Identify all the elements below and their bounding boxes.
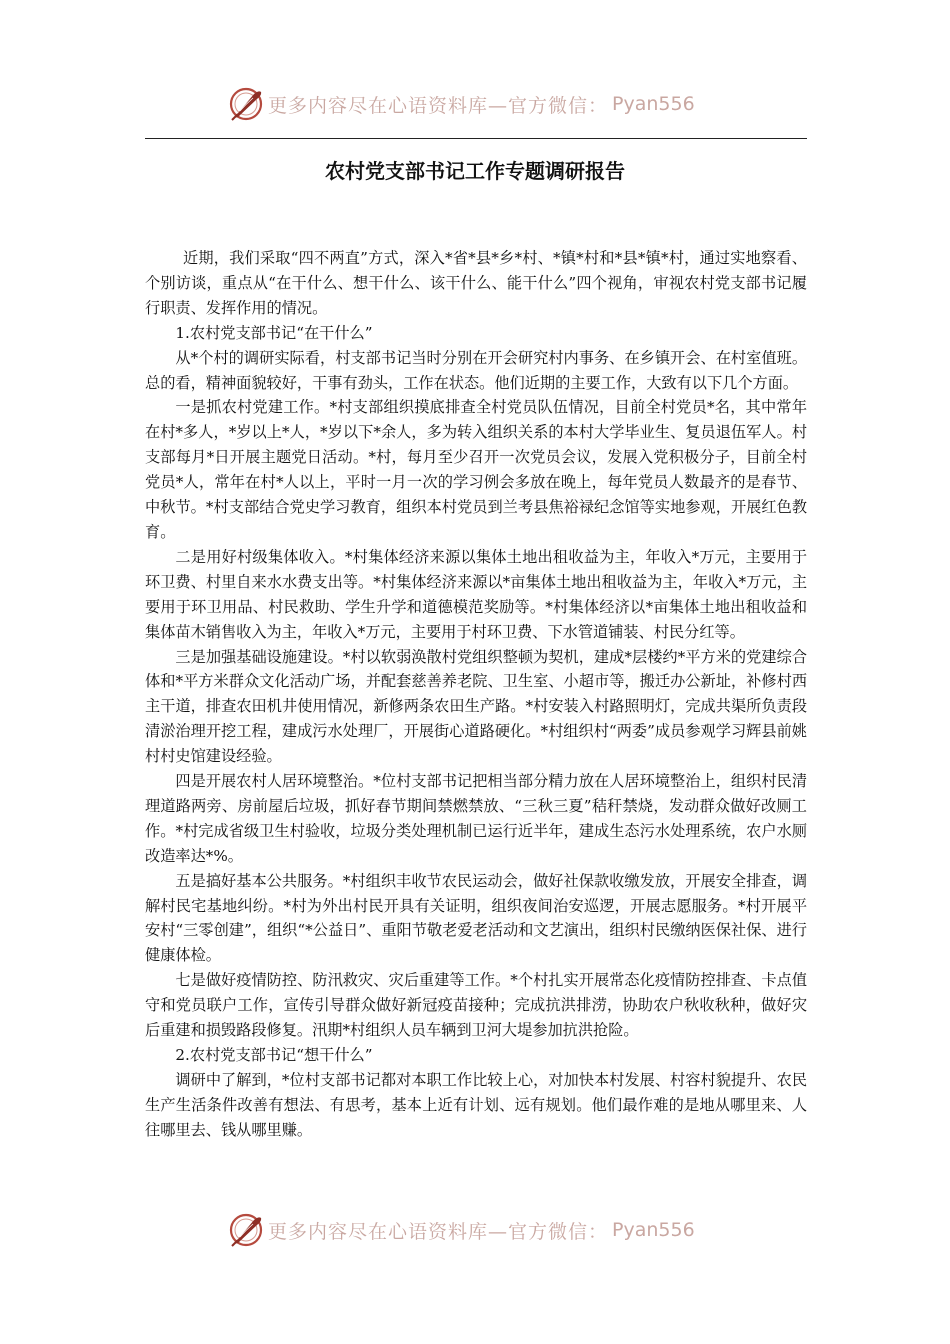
document-body xyxy=(145,246,807,1143)
banner-text: 更多内容尽在心语资料库—官方微信： xyxy=(268,1220,609,1243)
header-banner xyxy=(0,82,950,126)
paragraph: 四是开展农村人居环境整治。*位村支部书记把相当部分精力放在人居环境整治上，组织村民清理道路两旁、房前屋后垃圾，抓好春节期间禁燃禁放、“三秋三夏”秸秆禁烧，发动群众做好改厕工作。*村完成省级卫生村验收，垃圾分类处理机制已运行近半年，建成生态污水处理系统，农户水厕改造率达*%。 xyxy=(145,772,807,865)
section-heading: 1.农村党支部书记“在干什么” xyxy=(175,323,373,342)
header-divider xyxy=(145,138,807,139)
paragraph: 三是加强基础设施建设。*村以软弱涣散村党组织整顿为契机，建成*层楼约*平方米的党建综合体和*平方米群众文化活动广场，并配套慈善养老院、卫生室、小超市等，搬迁办公新址，补修村西主干道，排查农田机井使用情况，新修两条农田生产路。*村安装入村路照明灯，完成共渠所负责段清淤治理开挖工程，建成污水处理厂，开展街心道路硬化。*村组织村“两委”成员参观学习辉县前姚村村史馆建设经验。 xyxy=(145,647,807,766)
banner-text: 更多内容尽在心语资料库—官方微信： xyxy=(268,94,609,117)
paragraph: 调研中了解到，*位村支部书记都对本职工作比较上心，对加快本村发展、村容村貌提升、农民生产生活条件改善有想法、有思考，基本上近有计划、远有规划。他们最作难的是地从哪里来、人往哪里去、钱从哪里赚。 xyxy=(145,1070,807,1139)
paragraph: 从*个村的调研实际看，村支部书记当时分别在开会研究村内事务、在乡镇开会、在村室值班。总的看，精神面貌较好，干事有劲头，工作在状态。他们近期的主要工作，大致有以下几个方面。 xyxy=(145,348,807,392)
paragraph: 近期，我们采取“四不两直”方式，深入*省*县*乡*村、*镇*村和*县*镇*村，通过实地察看、个别访谈，重点从“在干什么、想干什么、该干什么、能干什么”四个视角，审视农村党支部书记履行职责、发挥作用的情况。 xyxy=(145,249,807,317)
paragraph: 二是用好村级集体收入。*村集体经济来源以集体土地出租收益为主，年收入*万元，主要用于环卫费、村里自来水水费支出等。*村集体经济来源以*亩集体土地出租收益为主，年收入*万元，主要用于环卫用品、村民救助、学生升学和道德模范奖励等。*村集体经济以*亩集体土地出租收益和集体苗木销售收入为主，年收入*万元，主要用于村环卫费、下水管道铺装、村民分红等。 xyxy=(145,547,807,641)
paragraph: 七是做好疫情防控、防汛救灾、灾后重建等工作。*个村扎实开展常态化疫情防控排查、卡点值守和党员联户工作，宣传引导群众做好新冠疫苗接种；完成抗洪排涝，协助农户秋收秋种，做好灾后重建和损毁路段修复。汛期*村组织人员车辆到卫河大堤参加抗洪抢险。 xyxy=(145,971,807,1040)
wechat-id: Pyan556 xyxy=(612,1219,695,1241)
quill-pen-logo-icon xyxy=(226,84,266,124)
paragraph: 五是搞好基本公共服务。*村组织丰收节农民运动会，做好社保款收缴发放，开展安全排查，调解村民宅基地纠纷。*村为外出村民开具有关证明，组织夜间治安巡逻，开展志愿服务。*村开展平安村“三零创建”，组织“*公益日”、重阳节敬老爱老活动和文艺演出，组织村民缴纳医保社保、进行健康体检。 xyxy=(145,871,807,965)
section-heading: 2.农村党支部书记“想干什么” xyxy=(175,1046,373,1064)
paragraph: 一是抓农村党建工作。*村支部组织摸底排查全村党员队伍情况，目前全村党员*名，其中常年在村*多人，*岁以上*人，*岁以下*余人，多为转入组织关系的本村大学毕业生、复员退伍军人。村支部每月*日开展主题党日活动。*村，每月至少召开一次党员会议，发展入党积极分子，目前全村党员*人，常年在村*人以上，平时一月一次的学习例会多放在晚上，每年党员人数最齐的是春节、中秋节。*村支部结合党史学习教育，组织本村党员到兰考县焦裕禄纪念馆等实地参观，开展红色教育。 xyxy=(145,398,807,541)
page-title: 农村党支部书记工作专题调研报告 xyxy=(325,159,625,183)
quill-pen-logo-icon xyxy=(226,1210,266,1250)
footer-banner xyxy=(0,1208,950,1252)
wechat-id: Pyan556 xyxy=(612,93,695,115)
